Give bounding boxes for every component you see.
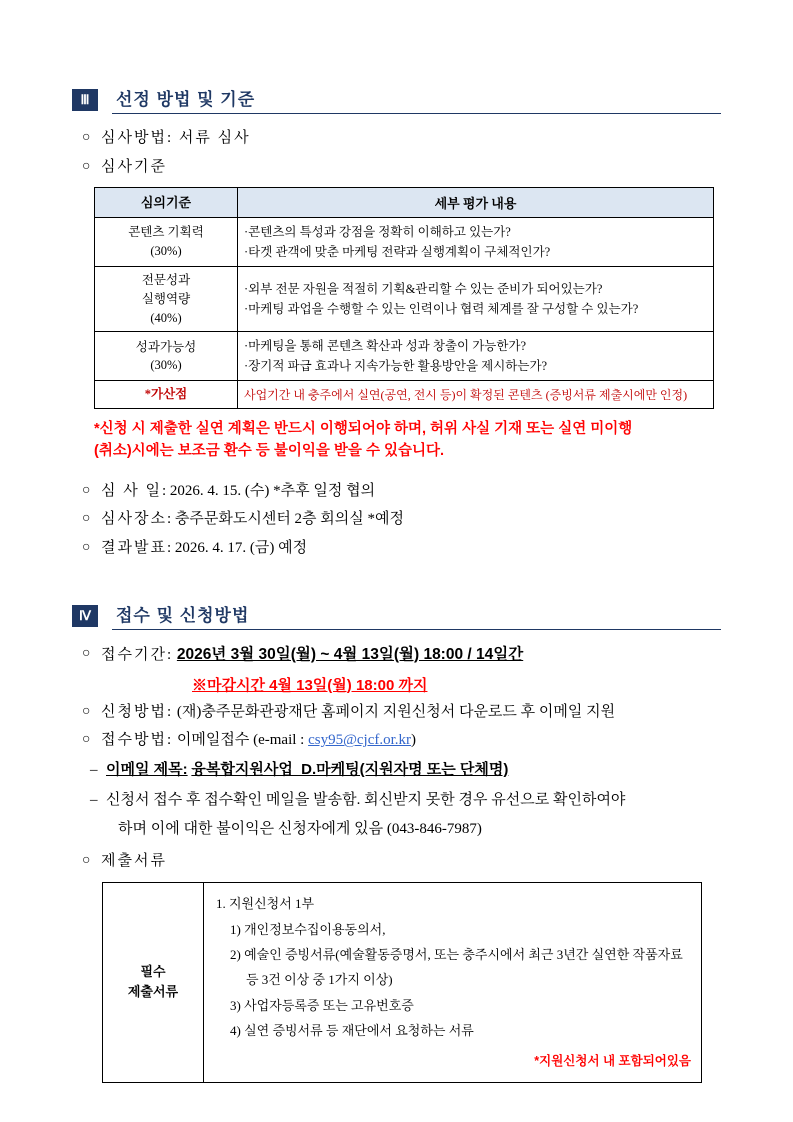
documents-label: 제출서류 (101, 852, 167, 869)
review-place-label: 심사장소 (101, 511, 167, 528)
document-item-1-2-cont: 등 3건 이상 중 1가지 이상) (246, 972, 393, 988)
section-number-4: Ⅳ (72, 605, 98, 627)
receipt-method-value: 이메일접수 (e-mail : (176, 732, 309, 749)
circle-bullet-icon: ○ (82, 703, 91, 719)
review-date-value: : 2026. 4. 15. (수) *추후 일정 협의 (161, 482, 376, 499)
section-heading-3 (72, 86, 721, 114)
section-title-underline-3 (112, 86, 721, 114)
email-subject-value: 융복합지원사업_D.마케팅(지원자명 또는 단체명) (191, 761, 509, 778)
list-item-receipt-method (82, 730, 721, 752)
table-row-bonus (95, 381, 714, 409)
criterion-cell (95, 332, 238, 381)
detail-line: ·마케팅을 통해 콘텐츠 확산과 성과 창출이 가능한가? (244, 339, 527, 354)
list-item-documents (82, 851, 721, 873)
criterion-name: 콘텐츠 기획력 (128, 225, 204, 240)
circle-bullet-icon: ○ (82, 852, 91, 868)
criterion-weight: (40%) (150, 310, 182, 325)
confirm-notice-line-2: 하며 이에 대한 불이익은 신청자에게 있음 (043-846-7987) (118, 821, 482, 837)
application-period-value: 2026년 3월 30일(월) ~ 4월 13일(월) 18:00 / 14일간 (176, 645, 524, 663)
list-item-application-period (82, 644, 721, 667)
receipt-method-label: 접수방법: (101, 732, 174, 749)
document-item-1: 1. 지원신청서 1부 (216, 896, 315, 912)
review-method-text: 심사방법: 서류 심사 (101, 130, 251, 146)
table-row (95, 332, 714, 381)
circle-bullet-icon: ○ (82, 158, 91, 174)
document-item-1-3: 3) 사업자등록증 또는 고유번호증 (230, 997, 414, 1013)
circle-bullet-icon: ○ (82, 482, 91, 498)
document-item-1-2: 2) 예술인 증빙서류(예술활동증명서, 또는 충주시에서 최근 3년간 실연한 작품자료 (230, 946, 683, 962)
review-date-label: 심 사 일 (101, 482, 162, 499)
review-place-line (101, 509, 721, 531)
circle-bullet-icon: ○ (82, 732, 91, 748)
schedule-list (72, 481, 721, 560)
detail-line: ·타겟 관객에 맞춘 마케팅 전략과 실행계획이 구체적인가? (244, 245, 551, 259)
apply-method-label: 신청방법: (101, 703, 174, 720)
warning-line-1: *신청 시 제출한 실연 계획은 반드시 이행되어야 하며, 허위 사실 기재 또는 실연 미이행 (94, 421, 633, 437)
result-announce-value: : 2026. 4. 17. (금) 예정 (166, 540, 308, 556)
bonus-label: *가산점 (95, 381, 238, 409)
circle-bullet-icon: ○ (82, 645, 91, 661)
section-title-4: 접수 및 신청방법 (116, 605, 250, 625)
document-item-1-4: 4) 실연 증빙서류 등 재단에서 요청하는 서류 (230, 1022, 474, 1038)
criterion-weight: (30%) (150, 358, 182, 373)
list-item-review-criteria (82, 157, 721, 179)
detail-cell (238, 218, 714, 267)
deadline-note-line (192, 674, 721, 695)
dash-bullet-icon: – (90, 791, 98, 808)
table-header-detail: 세부 평가 내용 (238, 187, 714, 218)
criterion-cell (95, 267, 238, 332)
detail-line: ·콘텐츠의 특성과 강점을 정확히 이해하고 있는가? (244, 225, 511, 239)
list-item-email-subject (90, 759, 721, 782)
detail-line: ·마케팅 과업을 수행할 수 있는 인력이나 협력 체계를 잘 구성할 수 있는가? (244, 302, 639, 317)
circle-bullet-icon: ○ (82, 130, 91, 145)
application-period-line (101, 644, 721, 667)
circle-bullet-icon: ○ (82, 540, 91, 555)
detail-cell (238, 267, 714, 332)
table-row (103, 883, 702, 1082)
detail-line: ·장기적 파급 효과나 지속가능한 활용방안을 제시하는가? (244, 359, 548, 374)
documents-row-label (103, 883, 204, 1082)
circle-bullet-icon: ○ (82, 511, 91, 527)
criterion-name-line2: 실행역량 (141, 291, 191, 306)
dash-bullet-icon: – (90, 762, 98, 778)
email-subject-line (106, 759, 721, 782)
table-header-row (95, 187, 714, 218)
criterion-cell (95, 218, 238, 267)
receipt-method-line (101, 730, 721, 752)
section-number-3: Ⅲ (72, 89, 98, 111)
bonus-text: 사업기간 내 충주에서 실연(공연, 전시 등)이 확정된 콘텐츠 (증빙서류 제출시에만 인정) (238, 381, 714, 409)
documents-row-label-line2: 제출서류 (127, 984, 179, 1000)
section-heading-4 (72, 602, 721, 630)
documents-note: *지원신청서 내 포함되어있음 (534, 1054, 691, 1069)
criterion-weight: (30%) (150, 244, 182, 258)
contact-email-link[interactable]: csy95@cjcf.or.kr (308, 732, 412, 749)
result-announce-line (101, 538, 721, 560)
document-item-1-1: 1) 개인정보수집이용동의서, (230, 921, 386, 937)
documents-row-label-line1: 필수 (140, 963, 166, 979)
list-item-review-method (82, 128, 721, 150)
review-place-value: : 충주문화도시센터 2층 회의실 *예정 (166, 511, 404, 528)
apply-method-line (101, 702, 721, 724)
criterion-name: 성과가능성 (135, 339, 197, 354)
result-announce-label: 결과발표 (101, 540, 167, 556)
confirm-notice-line-1: 신청서 접수 후 접수확인 메일을 발송함. 회신받지 못한 경우 유선으로 확인하여야 (106, 791, 626, 808)
list-item-confirm-notice (90, 789, 721, 812)
list-item-apply-method (82, 702, 721, 724)
table-row (95, 267, 714, 332)
table-header-criterion: 심의기준 (95, 187, 238, 218)
section-title-3: 선정 방법 및 기준 (116, 90, 256, 109)
deadline-note: ※마감시간 4월 13일(월) 18:00 까지 (192, 676, 428, 694)
detail-cell (238, 332, 714, 381)
review-date-line (101, 481, 721, 503)
table-row (95, 218, 714, 267)
warning-block (94, 419, 721, 463)
required-documents-table (102, 882, 702, 1082)
apply-method-value: (재)충주문화관광재단 홈페이지 지원신청서 다운로드 후 이메일 지원 (176, 703, 616, 720)
criterion-name-line1: 전문성과 (141, 273, 191, 287)
application-period-label: 접수기간: (101, 646, 174, 663)
warning-line-2: (취소)시에는 보조금 환수 등 불이익을 받을 수 있습니다. (94, 442, 445, 459)
section-title-underline-4 (112, 602, 721, 630)
review-criteria-text: 심사기준 (101, 158, 167, 175)
detail-line: ·외부 전문 자원을 적절히 기획&관리할 수 있는 준비가 되어있는가? (244, 282, 603, 297)
list-item-review-date (82, 481, 721, 503)
email-subject-label: 이메일 제목: (106, 761, 188, 778)
list-item-result-announce (82, 538, 721, 560)
receipt-method-tail: ) (411, 732, 417, 749)
confirm-notice-text (106, 789, 721, 812)
documents-row-body (204, 883, 702, 1082)
list-item-review-place (82, 509, 721, 531)
criteria-table (94, 187, 714, 410)
